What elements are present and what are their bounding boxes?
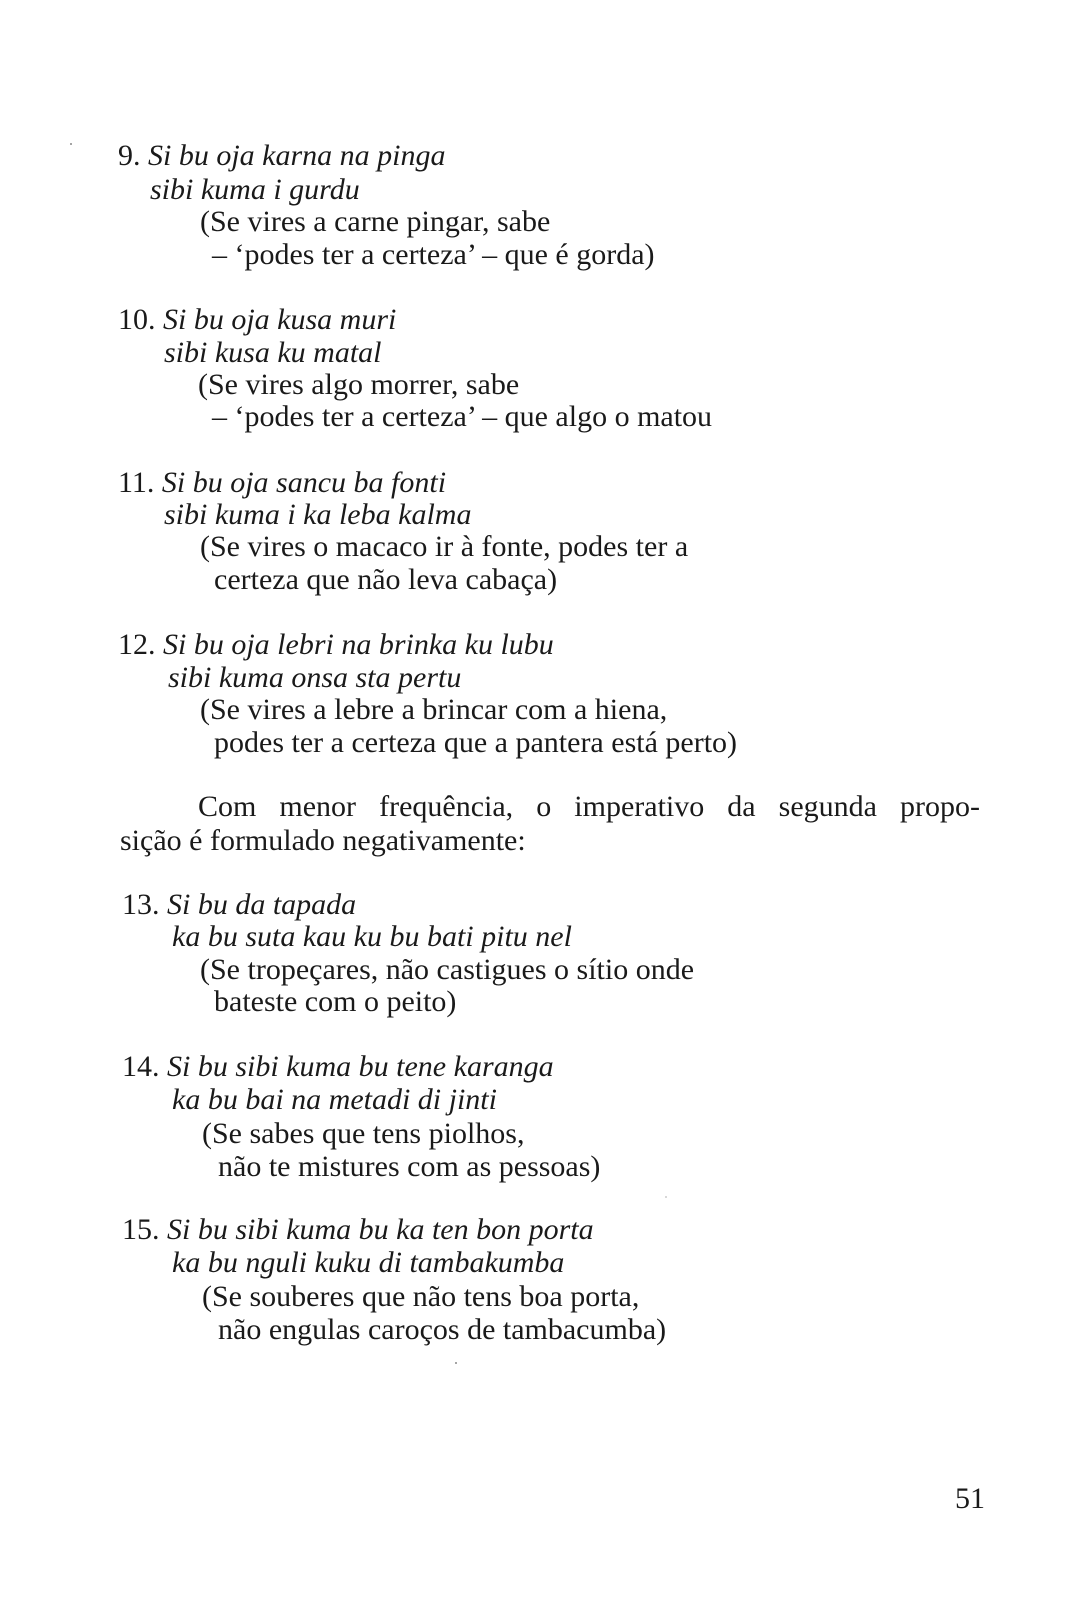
- creole-text: Si bu oja kusa muri: [163, 303, 397, 336]
- proverb-line: [118, 466, 446, 500]
- page-number: 51: [955, 1482, 985, 1515]
- proverb-number: 11.: [118, 466, 155, 499]
- paragraph-line: sição é formulado negativamente:: [120, 824, 526, 857]
- creole-text: Si bu oja lebri na brinka ku lubu: [163, 628, 554, 661]
- translation-text: – ‘podes ter a certeza’ – que algo o matou: [212, 400, 713, 433]
- translation-text: (Se tropeçares, não castigues o sítio onde: [200, 953, 695, 986]
- proverb-line: [122, 1050, 554, 1084]
- translation-text: bateste com o peito): [214, 985, 457, 1018]
- creole-text: sibi kuma i ka leba kalma: [164, 498, 472, 531]
- translation-text: certeza que não leva cabaça): [214, 563, 558, 596]
- creole-text: ka bu suta kau ku bu bati pitu nel: [172, 920, 572, 953]
- proverb-number: 10.: [118, 303, 156, 336]
- paragraph-line: Com menor frequência, o imperativo da segunda propo-: [198, 790, 980, 823]
- creole-text: ka bu bai na metadi di jinti: [172, 1083, 497, 1116]
- creole-text: sibi kusa ku matal: [164, 336, 382, 369]
- translation-text: (Se vires algo morrer, sabe: [198, 368, 520, 401]
- translation-text: (Se vires o macaco ir à fonte, podes ter a: [200, 530, 689, 563]
- translation-text: (Se sabes que tens piolhos,: [202, 1117, 525, 1150]
- proverb-line: [122, 1213, 594, 1247]
- translation-text: (Se vires a carne pingar, sabe: [200, 205, 551, 238]
- translation-text: (Se vires a lebre a brincar com a hiena,: [200, 693, 668, 726]
- creole-text: Si bu sibi kuma bu tene karanga: [167, 1050, 554, 1083]
- creole-text: sibi kuma onsa sta pertu: [168, 661, 462, 694]
- proverb-line: [118, 303, 396, 337]
- body-paragraph: [120, 790, 980, 858]
- proverb-line: [118, 628, 554, 662]
- scan-speck: [70, 143, 72, 145]
- proverb-number: 12.: [118, 628, 156, 661]
- creole-text: Si bu sibi kuma bu ka ten bon porta: [167, 1213, 594, 1246]
- scan-speck: [665, 1196, 667, 1198]
- translation-text: não te mistures com as pessoas): [218, 1150, 601, 1183]
- proverb-number: 14.: [122, 1050, 160, 1083]
- translation-text: podes ter a certeza que a pantera está perto): [214, 726, 738, 759]
- creole-text: Si bu da tapada: [167, 888, 357, 921]
- creole-text: sibi kuma i gurdu: [150, 173, 360, 206]
- proverb-line: [118, 139, 446, 173]
- proverb-number: 13.: [122, 888, 160, 921]
- proverb-number: 9.: [118, 139, 141, 172]
- proverb-line: [122, 888, 356, 922]
- scan-speck: [455, 1362, 457, 1364]
- translation-text: – ‘podes ter a certeza’ – que é gorda): [212, 238, 655, 271]
- translation-text: (Se souberes que não tens boa porta,: [202, 1280, 640, 1313]
- creole-text: ka bu nguli kuku di tambakumba: [172, 1246, 565, 1279]
- creole-text: Si bu oja sancu ba fonti: [161, 466, 447, 499]
- creole-text: Si bu oja karna na pinga: [148, 139, 446, 172]
- proverb-number: 15.: [122, 1213, 160, 1246]
- translation-text: não engulas caroços de tambacumba): [218, 1313, 667, 1346]
